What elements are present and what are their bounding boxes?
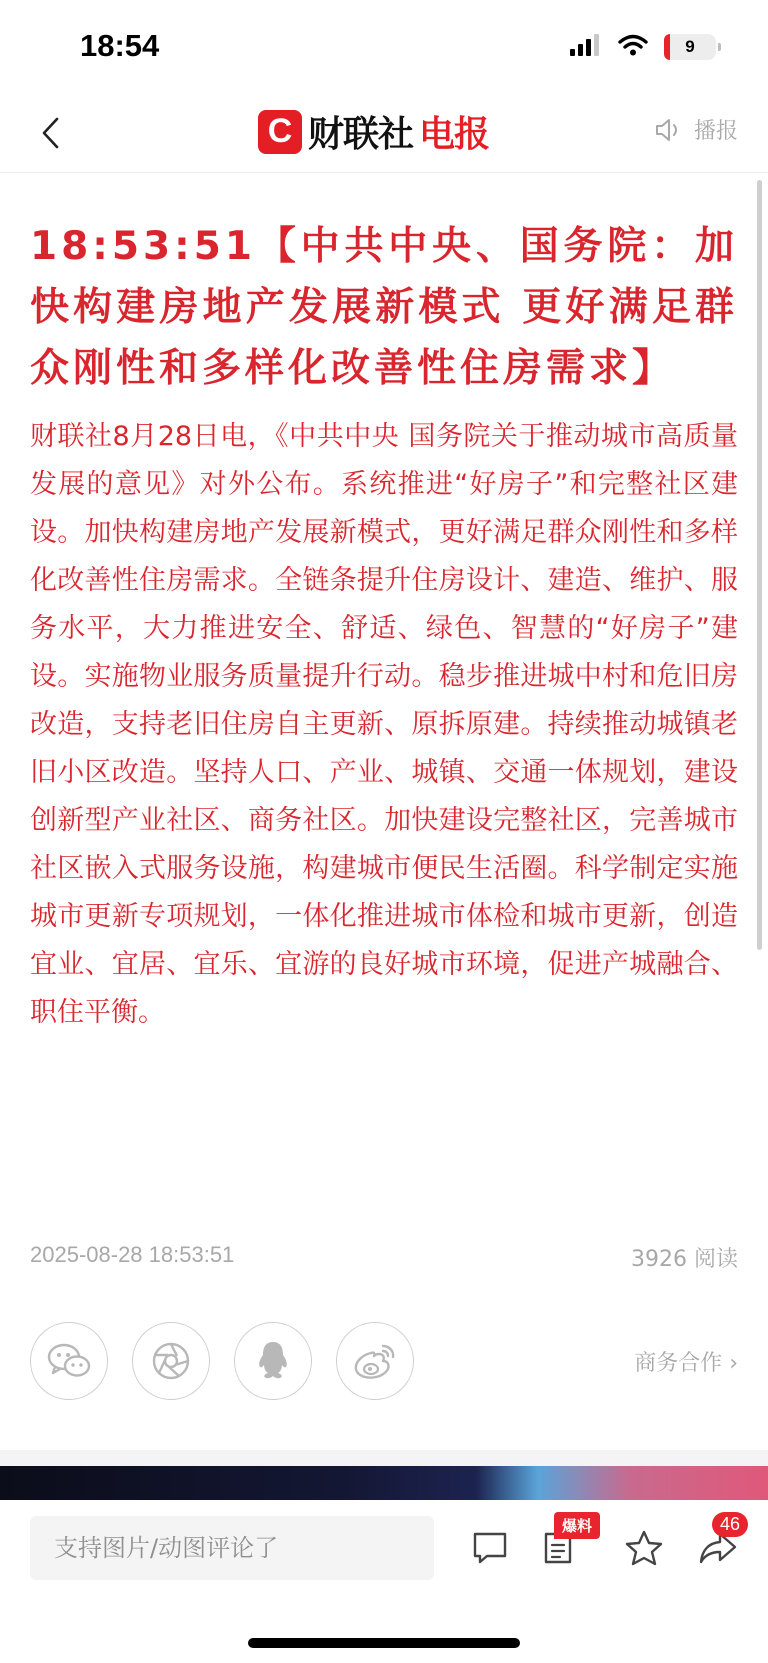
moments-icon bbox=[149, 1339, 193, 1383]
star-icon bbox=[624, 1529, 664, 1567]
logo-mark: C bbox=[258, 110, 302, 154]
divider-band bbox=[0, 1450, 768, 1466]
broadcast-label: 播报 bbox=[693, 119, 738, 144]
article-meta bbox=[30, 1242, 738, 1273]
logo-text-black: 财联社 bbox=[308, 114, 414, 155]
broadcast-button[interactable] bbox=[654, 114, 738, 145]
share-row bbox=[30, 1322, 738, 1402]
wechat-icon bbox=[47, 1342, 91, 1380]
tip-off-badge: 爆料 bbox=[554, 1512, 600, 1539]
wifi-icon bbox=[618, 34, 648, 60]
comment-input[interactable] bbox=[30, 1516, 434, 1580]
share-count-badge: 46 bbox=[712, 1512, 748, 1537]
speaker-icon bbox=[654, 117, 684, 143]
qq-icon bbox=[255, 1339, 291, 1383]
comment-bubble-icon bbox=[471, 1530, 509, 1566]
article-body: 财联社8月28日电，《中共中央 国务院关于推动城市高质量发展的意见》对外公布。系统推进“好房子”和完整社区建设。加快构建房地产发展新模式，更好满足群众刚性和多样化改善性住房需求。全链条提升住房设计、建造、维护、服务水平，大力推进安全、舒适、绿色、智慧的“好房子”建设。实施物业服务质量提升行动。稳步推进城中村和危旧房改造，支持老旧住房自主更新、原拆原建。持续推动城镇老旧小区改造。坚持人口、产业、城镇、交通一体规划，建设创新型产业社区、商务社区。加快建设完整社区，完善城市社区嵌入式服务设施，构建城市便民生活圈。科学制定实施城市更新专项规划，一体化推进城市体检和城市更新，创造宜业、宜居、宜乐、宜游的良好城市环境，促进产城融合、职住平衡。 bbox=[30, 421, 738, 1028]
back-button[interactable] bbox=[30, 108, 70, 158]
article-timestamp: 2025-08-28 18:53:51 bbox=[30, 1242, 235, 1267]
status-time: 18:54 bbox=[80, 28, 160, 63]
chevron-left-icon bbox=[40, 116, 60, 150]
share-moments-button[interactable] bbox=[132, 1322, 210, 1400]
logo-text-red: 电报 bbox=[419, 114, 490, 155]
banner-ad[interactable] bbox=[0, 1466, 768, 1500]
app-logo bbox=[258, 106, 489, 157]
nav-bar bbox=[0, 96, 768, 173]
share-wechat-button[interactable] bbox=[30, 1322, 108, 1400]
read-count: 3926 阅读 bbox=[631, 1247, 738, 1272]
battery-level: 9 bbox=[685, 37, 695, 56]
article bbox=[30, 216, 738, 1037]
scrollbar[interactable] bbox=[757, 180, 762, 950]
comments-button[interactable] bbox=[468, 1526, 512, 1570]
article-headline: 18:53:51【中共中央、国务院：加快构建房地产发展新模式 更好满足群众刚性和多样化改善性住房需求】 bbox=[30, 224, 738, 391]
share-qq-button[interactable] bbox=[234, 1322, 312, 1400]
signal-icon bbox=[570, 34, 602, 60]
status-bar bbox=[0, 0, 768, 96]
share-weibo-button[interactable] bbox=[336, 1322, 414, 1400]
weibo-icon bbox=[352, 1341, 398, 1381]
battery-indicator bbox=[664, 34, 716, 60]
favorite-button[interactable] bbox=[622, 1526, 666, 1570]
business-cooperation-link[interactable]: 商务合作 › bbox=[634, 1351, 738, 1376]
status-icons bbox=[570, 34, 716, 60]
home-indicator[interactable] bbox=[248, 1638, 520, 1648]
